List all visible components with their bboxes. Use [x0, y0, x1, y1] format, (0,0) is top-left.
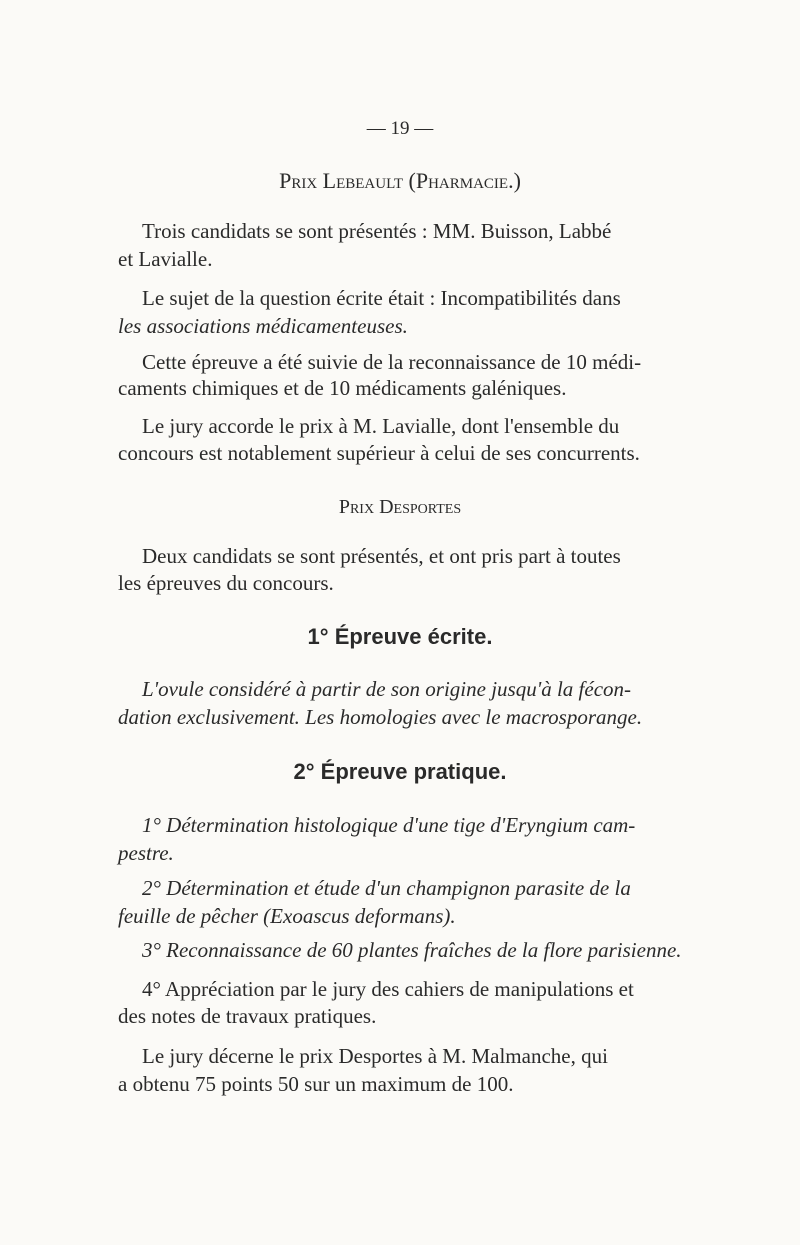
paragraph-line: caments chimiques et de 10 médicaments galéniques. [118, 376, 567, 400]
list-item-line: feuille de pêcher (Exoascus deformans). [118, 904, 456, 928]
list-item-line: 2° Détermination et étude d'un champignon parasite de la [142, 876, 631, 900]
paragraph-line: Cette épreuve a été suivie de la reconnaissance de 10 médi- [142, 350, 642, 374]
section-title-prix-lebeault: Prix Lebeault (Pharmacie.) [279, 168, 521, 193]
heading-epreuve-ecrite: 1° Épreuve écrite. [307, 624, 493, 649]
paragraph-line: L'ovule considéré à partir de son origine jusqu'à la fécon- [142, 677, 632, 701]
paragraph-line: dation exclusivement. Les homologies avec le macrosporange. [118, 705, 643, 729]
paragraph-line: Trois candidats se sont présentés : MM. Buisson, Labbé [142, 219, 612, 243]
heading-epreuve-pratique: 2° Épreuve pratique. [293, 759, 507, 784]
list-item-line: des notes de travaux pratiques. [118, 1004, 377, 1028]
paragraph-line: les associations médicamenteuses. [118, 314, 408, 338]
paragraph-line: Le sujet de la question écrite était : Incompatibilités dans [142, 286, 621, 310]
paragraph-line: Le jury décerne le prix Desportes à M. Malmanche, qui [142, 1044, 608, 1068]
paragraph-line: Le jury accorde le prix à M. Lavialle, dont l'ensemble du [142, 414, 620, 438]
paragraph-line: concours est notablement supérieur à celui de ses concurrents. [118, 441, 640, 465]
paragraph-line: et Lavialle. [118, 247, 213, 271]
page-number: — 19 — [366, 118, 434, 139]
paragraph-line: a obtenu 75 points 50 sur un maximum de 100. [118, 1072, 514, 1096]
section-title-prix-desportes: Prix Desportes [338, 496, 462, 518]
list-item-line: 1° Détermination histologique d'une tige d'Eryngium cam- [142, 813, 636, 837]
paragraph-line: Deux candidats se sont présentés, et ont pris part à toutes [142, 544, 621, 568]
list-item-line: 3° Reconnaissance de 60 plantes fraîches de la flore parisienne. [142, 938, 682, 962]
list-item-line: 4° Appréciation par le jury des cahiers de manipulations et [142, 977, 634, 1001]
paragraph-line: les épreuves du concours. [118, 571, 334, 595]
list-item-line: pestre. [118, 841, 174, 865]
